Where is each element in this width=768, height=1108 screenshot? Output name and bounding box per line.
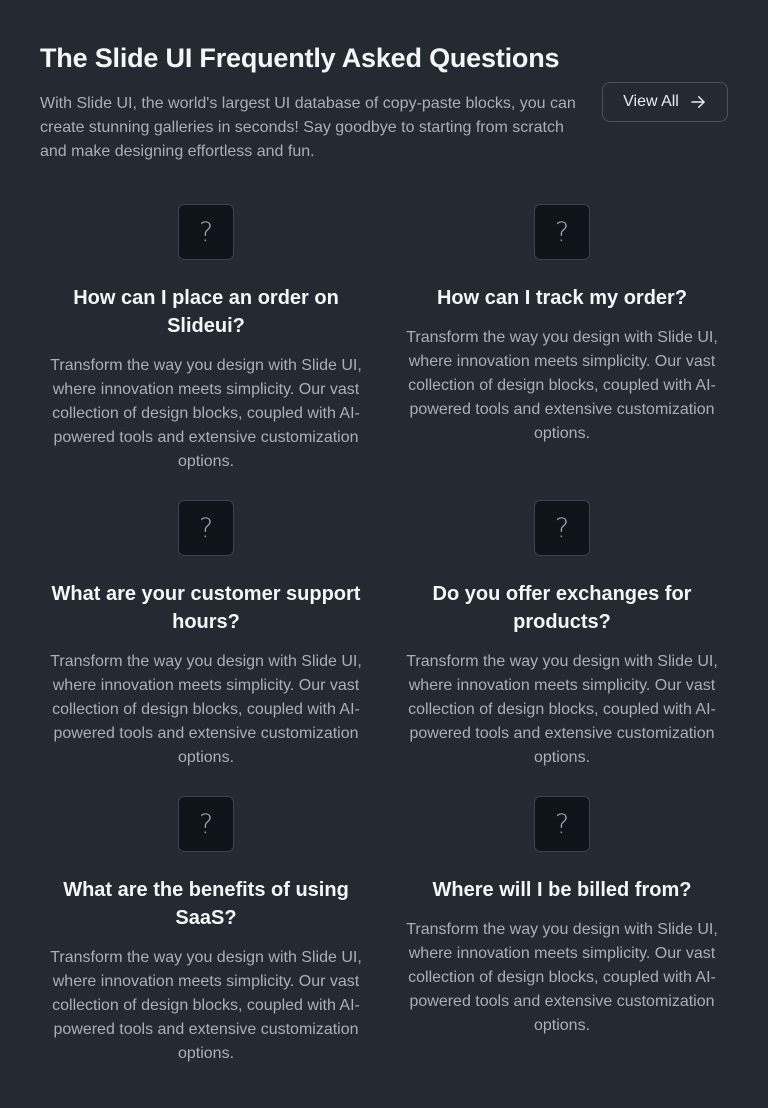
faq-question: What are the benefits of using SaaS? (63, 879, 349, 929)
page-title: The Slide UI Frequently Asked Questions (40, 43, 560, 73)
faq-question: How can I place an order on Slideui? (73, 287, 339, 337)
question-icon: ? (178, 500, 234, 556)
faq-item (384, 796, 740, 1092)
faq-answer: Transform the way you design with Slide UI, where innovation meets simplicity. Our vast collection of design blocks, coupled with AI-powered tools and extensive customization options. (406, 653, 718, 766)
faq-answer: Transform the way you design with Slide UI, where innovation meets simplicity. Our vast collection of design blocks, coupled with AI-powered tools and extensive customization options. (406, 921, 718, 1034)
faq-header (40, 40, 728, 160)
faq-item (28, 796, 384, 1092)
faq-item (384, 500, 740, 796)
faq-question: Where will I be billed from? (432, 879, 692, 901)
faq-item (28, 500, 384, 796)
arrow-right-icon (689, 93, 707, 111)
question-icon: ? (534, 500, 590, 556)
faq-answer: Transform the way you design with Slide UI, where innovation meets simplicity. Our vast collection of design blocks, coupled with AI-powered tools and extensive customization options. (50, 949, 362, 1062)
faq-question: What are your customer support hours? (51, 583, 361, 633)
faq-answer: Transform the way you design with Slide UI, where innovation meets simplicity. Our vast collection of design blocks, coupled with AI-powered tools and extensive customization options. (50, 653, 362, 766)
faq-answer: Transform the way you design with Slide UI, where innovation meets simplicity. Our vast collection of design blocks, coupled with AI-powered tools and extensive customization options. (406, 329, 718, 442)
page-description: With Slide UI, the world's largest UI database of copy-paste blocks, you can create stunning galleries in seconds! Say goodbye to starting from scratch and make designing effortless and fun. (40, 95, 576, 160)
faq-item (384, 204, 740, 500)
question-icon: ? (534, 204, 590, 260)
question-icon: ? (534, 796, 590, 852)
faq-grid (28, 204, 740, 1092)
faq-question: Do you offer exchanges for products? (432, 583, 692, 633)
faq-item (28, 204, 384, 500)
view-all-label: View All (623, 93, 679, 110)
faq-question: How can I track my order? (436, 287, 688, 309)
faq-answer: Transform the way you design with Slide UI, where innovation meets simplicity. Our vast collection of design blocks, coupled with AI-powered tools and extensive customization options. (50, 357, 362, 470)
view-all-button[interactable] (602, 82, 728, 122)
question-icon: ? (178, 204, 234, 260)
question-icon: ? (178, 796, 234, 852)
